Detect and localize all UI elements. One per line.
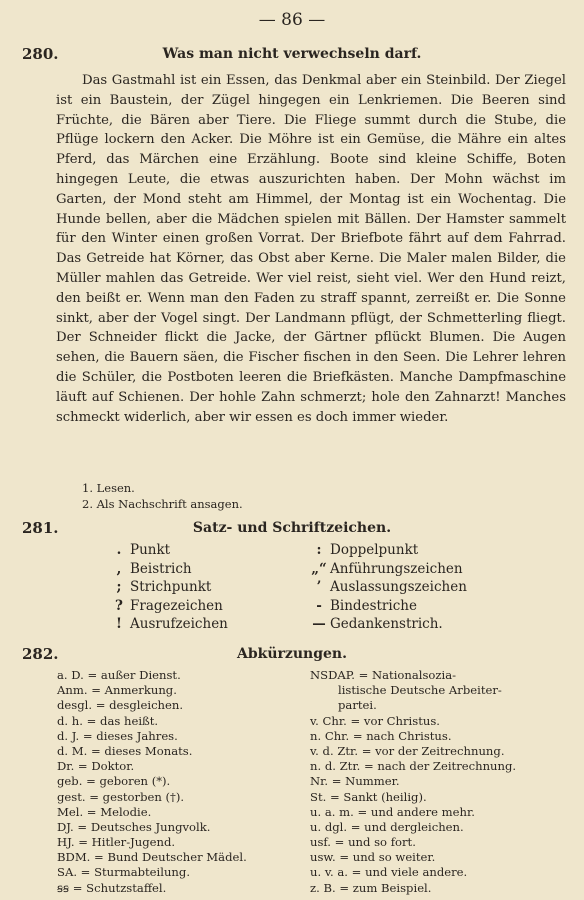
punct-item [308,541,467,560]
punct-symbol: , [116,560,122,577]
punct-symbol: „“ [311,560,327,577]
punct-symbol: : [316,542,322,558]
note-item: 1. Lesen. [82,481,135,495]
punct-label: Punkt [130,542,171,558]
section-number-281: 281. [22,519,59,537]
punct-symbol: ? [115,597,123,614]
punct-item [308,560,467,579]
abbreviation-item: u. v. a. = und viele andere. [310,865,468,880]
abbreviation-item: usf. = und so fort. [310,835,416,850]
abbreviation-item: HJ. = Hitler-Jugend. [57,835,176,850]
punct-label: Gedankenstrich. [330,616,443,632]
abbreviation-item: d. J. = dieses Jahres. [57,728,178,743]
punct-symbol: . [116,542,122,558]
section-280-paragraph: Das Gastmahl ist ein Essen, das Denkmal aber ein Steinbild. Der Ziegel ist ein Baustein, der Zügel hingegen ein Lenkriemen. Die Beeren sind Früchte, die Bären aber Tiere. Die Fliege summt durch die Stube, die Pflüge lockern den Acker. Die Möhre ist ein Gemüse, die Mähre ein altes Pferd, das Märchen eine Erzählung. Boote sind kleine Schiffe, Boten hingegen Leute, die etwas auszurichten haben. Der Mohn wächst im Garten, der Mond steht am Himmel, der Montag ist ein Wochentag. Die Hunde bellen, aber die Mädchen spielen mit Bällen. Der Hamster sammelt für den Winter einen großen Vorrat. Der Briefbote fährt auf dem Fahrrad. Das Getreide hat Körner, das Obst aber Kerne. Die Maler malen Bilder, die Müller mahlen das Getreide. Wer viel reist, sieht viel. Wer den Hund reizt, den beißt er. Wenn man den Faden zu straff spannt, zerreißt er. Die Sonne sinkt, aber der Vogel singt. Der Landmann pflügt, der Schmetterling fliegt. Der Schneider flickt die Jacke, der Gärtner pflückt Blumen. Die Augen sehen, die Bauern säen, die Fischer fischen in den Seen. Die Lehrer lehren die Schüler, die Postboten leeren die Briefkästen. Manche Dampfmaschine läuft auf Schienen. Der hohle Zahn schmerzt; hole den Zahnarzt! Manches schmeckt widerlich, aber wir essen es doch immer wieder. [56,73,566,425]
abbreviation-item: Nr. = Nummer. [310,774,400,789]
punct-item [108,615,228,634]
abbreviation-item: St. = Sankt (heilig). [310,789,427,804]
note-item: 2. Als Nachschrift ansagen. [82,497,243,511]
abbreviation-item: usw. = und so weiter. [310,850,436,865]
punct-item [108,578,228,597]
abbreviation-item: Mel. = Melodie. [57,804,152,819]
section-number-282: 282. [22,645,59,663]
abbreviation-item: geb. = geboren (*). [57,774,171,789]
abbreviation-item: listische Deutsche Arbeiter- [338,683,502,698]
abbreviation-item: v. d. Ztr. = vor der Zeitrechnung. [310,743,505,758]
punct-label: Bindestriche [330,597,417,614]
punct-label: Beistrich [130,560,192,577]
punctuation-list-right [308,541,467,634]
abbreviation-list-right [310,668,516,896]
punct-item [108,597,228,616]
abbreviation-item: v. Chr. = vor Christus. [310,713,440,728]
abbreviation-item: gest. = gestorben (†). [57,789,185,804]
punct-label: Ausrufzeichen [130,616,228,632]
abbreviation-item: u. a. m. = und andere mehr. [310,804,475,819]
punct-symbol: — [312,616,326,632]
punctuation-list-left [108,541,228,634]
punct-symbol: - [316,597,322,614]
abbreviation-list-left [57,668,247,896]
abbreviation-item: d. M. = dieses Monats. [57,743,193,758]
abbreviation-item: z. B. = zum Beispiel. [310,880,432,895]
section-title-282: Abkürzungen. [237,646,347,662]
punct-item [308,597,467,616]
punct-symbol: ’ [316,579,322,595]
abbreviation-item: Anm. = Anmerkung. [57,683,177,698]
abbreviation-item: u. dgl. = und dergleichen. [310,819,464,834]
abbreviation-item: SA. = Sturmabteilung. [57,865,190,880]
punct-label: Auslassungszeichen [330,579,467,595]
abbreviation-item: desgl. = desgleichen. [57,698,184,713]
page-number: — 86 — [258,10,326,30]
abbreviation-item: NSDAP. = Nationalsozia- [310,668,457,682]
punct-item [308,578,467,597]
punct-item [308,615,467,634]
abbreviation-item: n. d. Ztr. = nach der Zeitrechnung. [310,759,517,774]
section-280-body [56,71,566,427]
section-number-280: 280. [22,45,59,63]
section-title-281: Satz- und Schriftzeichen. [192,520,392,536]
punct-item [108,541,228,560]
abbreviation-item: a. D. = außer Dienst. [57,668,181,682]
abbreviation-item: partei. [338,698,377,713]
punct-symbol: ; [116,579,122,595]
abbreviation-item: ꞩꞩ = Schutzstaffel. [57,880,167,895]
punct-symbol: ! [116,616,122,632]
punct-item [108,560,228,579]
abbreviation-item: n. Chr. = nach Christus. [310,728,452,743]
punct-label: Anführungszeichen [330,560,463,577]
punct-label: Fragezeichen [130,597,223,614]
punct-label: Doppelpunkt [330,542,419,558]
abbreviation-item: d. h. = das heißt. [57,713,159,728]
punct-label: Strichpunkt [130,579,212,595]
section-title-280: Was man nicht verwechseln darf. [162,46,422,62]
abbreviation-item: Dr. = Doktor. [57,759,135,774]
section-280-notes [82,480,243,512]
abbreviation-item: BDM. = Bund Deutscher Mädel. [57,850,247,865]
abbreviation-item: DJ. = Deutsches Jungvolk. [57,819,211,834]
